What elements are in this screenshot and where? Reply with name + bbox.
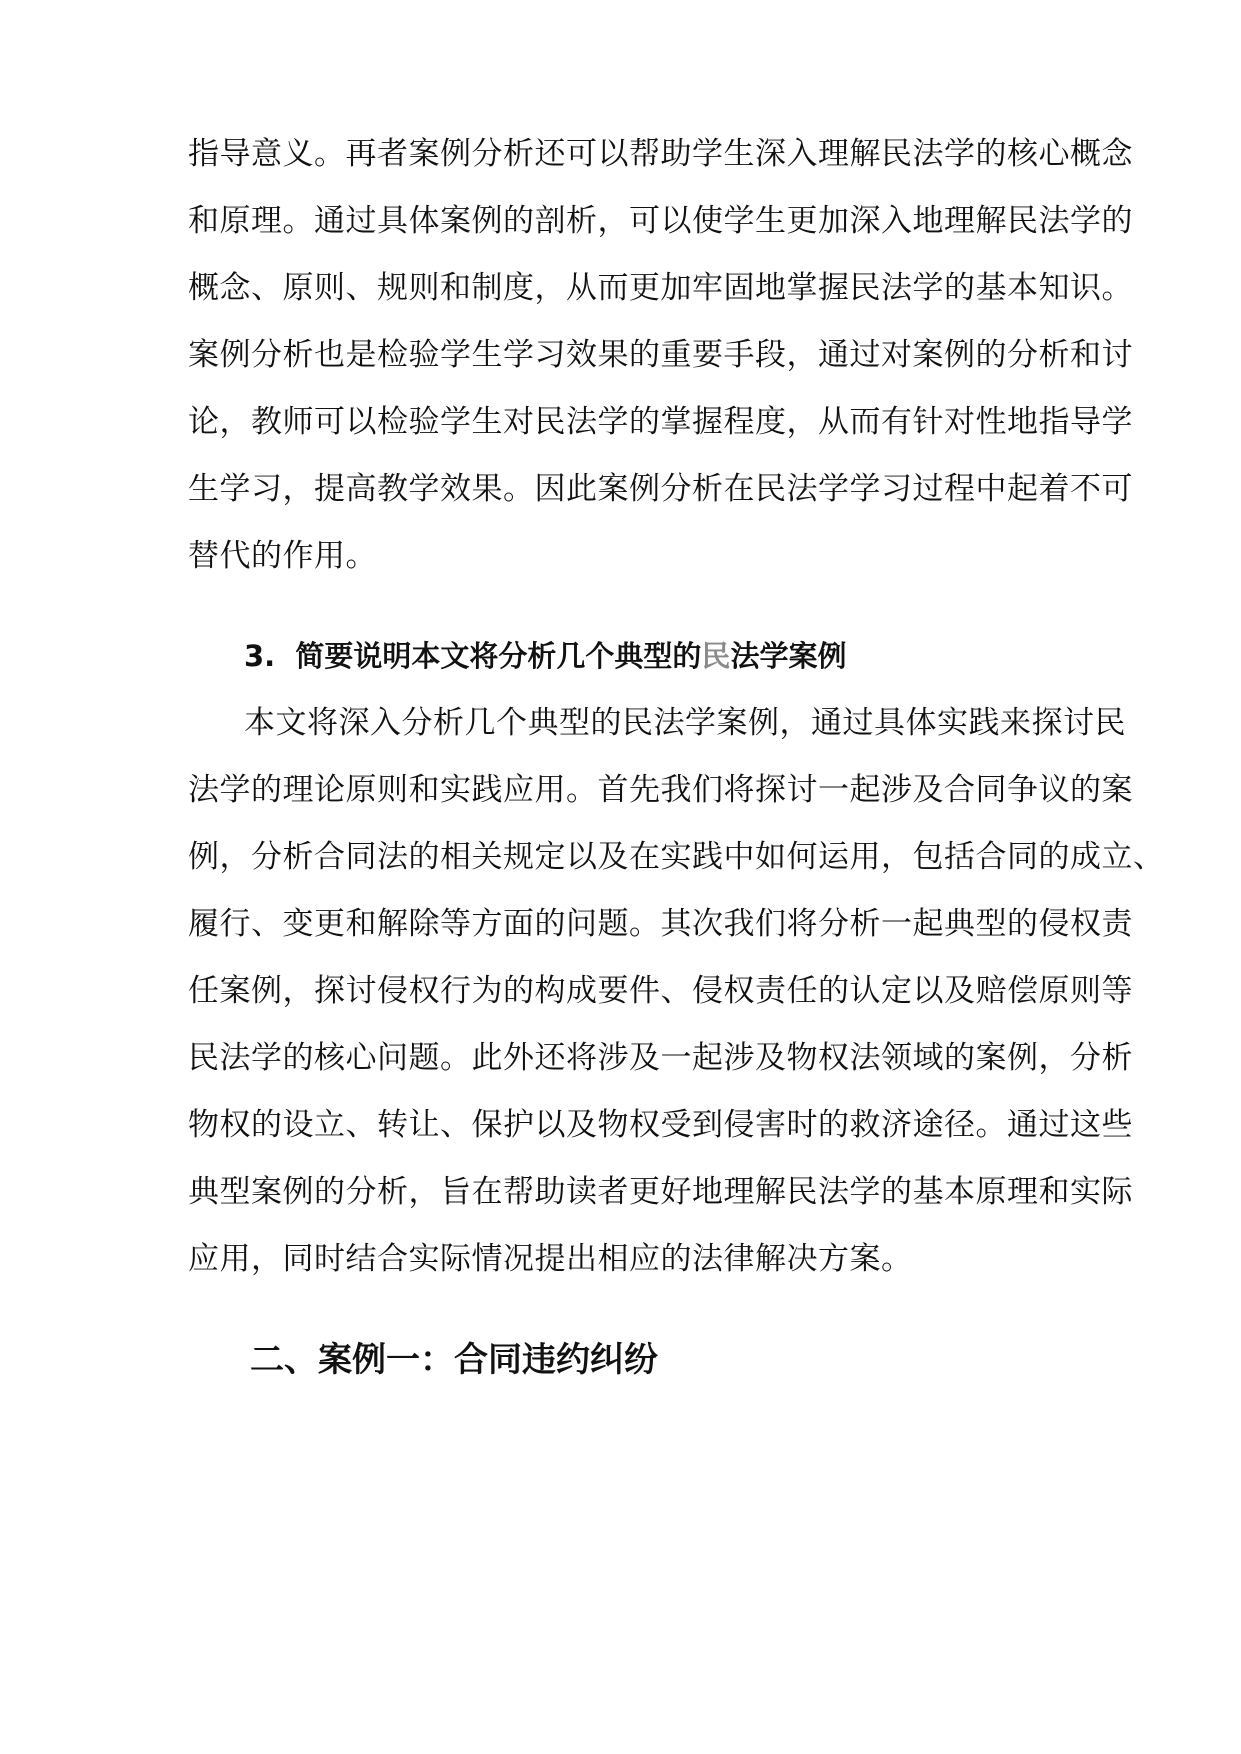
paragraph-line: 典型案例的分析，旨在帮助读者更好地理解民法学的基本原理和实际 (188, 1174, 1133, 1210)
section-number: 3. (244, 639, 276, 673)
paragraph-line: 论，教师可以检验学生对民法学的掌握程度，从而有针对性地指导学 (188, 404, 1133, 440)
section-title-part: 法学案例 (730, 639, 847, 673)
paragraph-line: 本文将深入分析几个典型的民法学案例，通过具体实践来探讨民 (244, 705, 1126, 741)
paragraph-line: 案例分析也是检验学生学习效果的重要手段，通过对案例的分析和讨 (188, 337, 1133, 373)
chapter-heading: 二、案例一：合同违约纠纷 (250, 1340, 658, 1380)
paragraph-line: 例，分析合同法的相关规定以及在实践中如何运用，包括合同的成立、 (188, 839, 1165, 875)
paragraph-line: 民法学的核心问题。此外还将涉及一起涉及物权法领域的案例，分析 (188, 1040, 1133, 1076)
paragraph-line: 生学习，提高教学效果。因此案例分析在民法学学习过程中起着不可 (188, 471, 1133, 507)
section-title-part: 简要说明本文将分析几个典型的 (295, 639, 702, 673)
paragraph-line: 物权的设立、转让、保护以及物权受到侵害时的救济途径。通过这些 (188, 1107, 1133, 1143)
paragraph-line: 指导意义。再者案例分析还可以帮助学生深入理解民法学的核心概念 (188, 136, 1133, 172)
section-heading (244, 636, 846, 676)
paragraph-line: 法学的理论原则和实践应用。首先我们将探讨一起涉及合同争议的案 (188, 772, 1133, 808)
paragraph-line: 任案例，探讨侵权行为的构成要件、侵权责任的认定以及赔偿原则等 (188, 973, 1133, 1009)
section-title-grey-char: 民 (701, 639, 731, 673)
paragraph-line: 概念、原则、规则和制度，从而更加牢固地掌握民法学的基本知识。 (188, 270, 1133, 306)
paragraph-line: 替代的作用。 (188, 538, 377, 574)
paragraph-line: 应用，同时结合实际情况提出相应的法律解决方案。 (188, 1241, 913, 1277)
paragraph-line: 和原理。通过具体案例的剖析，可以使学生更加深入地理解民法学的 (188, 203, 1133, 239)
paragraph-line: 履行、变更和解除等方面的问题。其次我们将分析一起典型的侵权责 (188, 906, 1133, 942)
